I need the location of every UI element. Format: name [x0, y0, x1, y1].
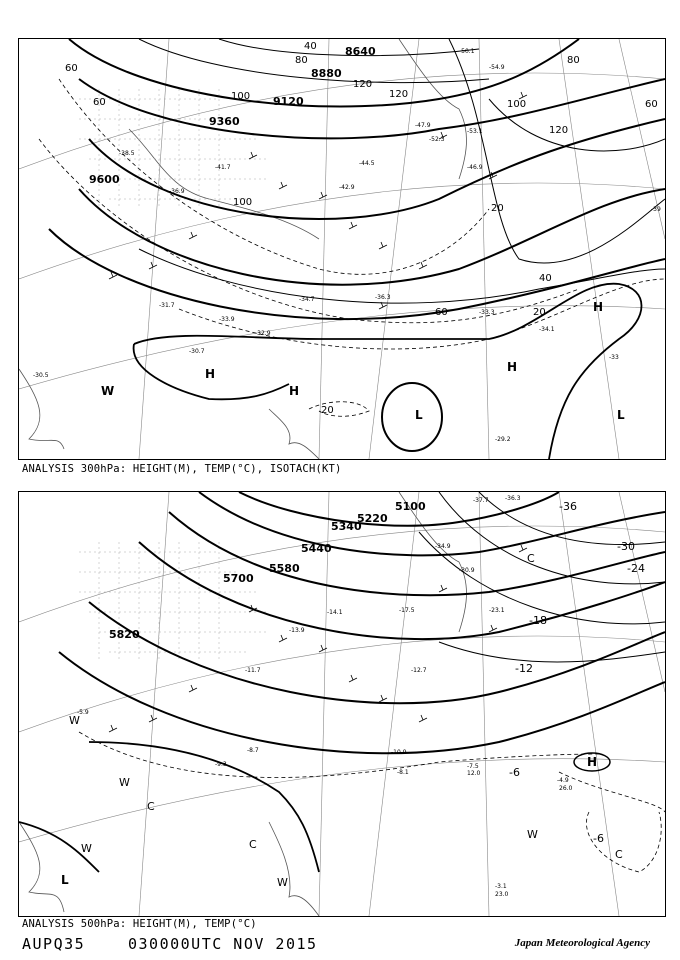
temp-value: -13.9	[289, 627, 305, 634]
isotach-label: 60	[435, 307, 448, 318]
wind-marker: W	[101, 384, 115, 398]
cold-marker: C	[527, 552, 535, 565]
isotherm-label: -24	[627, 562, 645, 575]
agency-name: Japan Meteorological Agency	[514, 937, 650, 949]
high-center-marker: H	[587, 755, 598, 769]
warm-marker: W	[81, 842, 92, 855]
caption-500hpa: ANALYSIS 500hPa: HEIGHT(M), TEMP(°C)	[22, 918, 257, 930]
temp-value: -54.9	[489, 64, 505, 71]
stipple-area	[79, 542, 269, 662]
temp-value: -4.9	[557, 777, 569, 784]
isotach-label: 100	[233, 197, 253, 208]
temp-value: -14.1	[327, 609, 343, 616]
isotach-label: 80	[567, 55, 580, 66]
isotachs	[139, 39, 665, 303]
temp-value: -9.3	[215, 761, 227, 768]
height-label: 8880	[311, 67, 342, 80]
height-label: 9360	[209, 115, 240, 128]
isotach-label: 120	[389, 89, 409, 100]
caption-300hpa: ANALYSIS 300hPa: HEIGHT(M), TEMP(°C), ISOTACH(KT)	[22, 463, 342, 475]
temp-value: -10.9	[391, 749, 407, 756]
temp-value: -44.5	[359, 160, 375, 167]
isotach-label: 40	[304, 41, 317, 52]
isotherms	[419, 492, 665, 662]
map-500hpa-canvas	[19, 492, 665, 916]
height-label: 5820	[109, 628, 140, 641]
temp-value: -33.9	[219, 316, 235, 323]
temp-value: -30.9	[459, 567, 475, 574]
temp-value: -3.1	[495, 883, 507, 890]
height-label: 5700	[223, 572, 254, 585]
isotach-label: 60	[645, 99, 658, 110]
valid-time: 030000UTC NOV 2015	[128, 935, 318, 953]
warm-marker: W	[119, 776, 130, 789]
temp-value: -50.1	[459, 48, 475, 55]
temp-value: -32.9	[255, 330, 271, 337]
warm-marker: W	[69, 714, 80, 727]
temp-value: -12.7	[411, 667, 427, 674]
chart-code: AUPQ35	[22, 935, 86, 953]
map-500hpa	[18, 491, 666, 917]
temp-value: -8.7	[247, 747, 259, 754]
map-300hpa	[18, 38, 666, 460]
high-center-marker: H	[289, 384, 300, 398]
isotach-label: 60	[93, 97, 106, 108]
cold-marker: C	[147, 800, 155, 813]
temp-value: -37.7	[473, 497, 489, 504]
ridge-contour	[19, 742, 319, 872]
temp-value: -34.9	[435, 543, 451, 550]
isotach-label: 40	[539, 273, 552, 284]
high-center-marker: H	[205, 367, 216, 381]
temp-value: -8.1	[397, 769, 409, 776]
temp-value: -36.9	[169, 188, 185, 195]
isotherm-label: -6	[509, 766, 520, 779]
temp-value: -23.1	[489, 607, 505, 614]
temp-value: -11.7	[245, 667, 261, 674]
height-label: 5580	[269, 562, 300, 575]
temp-value: -30.5	[33, 372, 49, 379]
temp-value: -7.5	[467, 763, 479, 770]
low-center-marker: L	[415, 408, 423, 422]
temp-value: -47.9	[415, 122, 431, 129]
high-center-marker: H	[507, 360, 518, 374]
height-label-group	[109, 500, 426, 641]
height-label: 8640	[345, 45, 376, 58]
height-contours	[59, 492, 665, 753]
temp-value: -53.1	[467, 128, 483, 135]
temp-value: -41.7	[215, 164, 231, 171]
temp-value: -52.3	[429, 136, 445, 143]
isotach-label: 120	[549, 125, 569, 136]
isotach-label: 100	[231, 91, 251, 102]
isotach-label: 20	[491, 203, 504, 214]
temp-value: -31.7	[159, 302, 175, 309]
low-contour	[382, 383, 442, 451]
temp-value: -33	[609, 354, 619, 361]
temp-value: -39	[651, 206, 661, 213]
temp-value: -5.9	[77, 709, 89, 716]
temp-value: -29.2	[495, 436, 511, 443]
isotherm-label: -36	[559, 500, 577, 513]
isotherm-label: -6	[593, 832, 604, 845]
height-label: 5220	[357, 512, 388, 525]
isotach-label: 80	[295, 55, 308, 66]
cold-marker: C	[249, 838, 257, 851]
warm-marker: W	[527, 828, 538, 841]
coastlines	[19, 39, 467, 459]
isotach-label-group	[65, 41, 658, 416]
low-center-marker: L	[61, 873, 69, 887]
cold-marker: C	[615, 848, 623, 861]
temp-value: 26.0	[559, 785, 573, 792]
temp-value: -36.3	[505, 495, 521, 502]
temp-value: -42.9	[339, 184, 355, 191]
isotherm-label: -30	[617, 540, 635, 553]
temp-value: -17.5	[399, 607, 415, 614]
temp-value: -36.3	[375, 294, 391, 301]
temp-value: 12.0	[467, 770, 481, 777]
high-center-marker: H	[593, 300, 604, 314]
isotach-label: 100	[507, 99, 527, 110]
temp-sample-group	[77, 495, 573, 898]
isotach-label: 20	[533, 307, 546, 318]
height-label: 9120	[273, 95, 304, 108]
isotach-label: 20	[321, 405, 334, 416]
height-label: 5340	[331, 520, 362, 533]
isotherm-label: -18	[529, 614, 547, 627]
temp-value: -38.5	[119, 150, 135, 157]
isotherms	[39, 79, 665, 416]
temp-value: -34.7	[299, 296, 315, 303]
temp-value: 23.0	[495, 891, 509, 898]
graticule	[19, 492, 665, 916]
temp-value: -33.3	[479, 309, 495, 316]
temp-value: -46.9	[467, 164, 483, 171]
isotherm-label: -12	[515, 662, 533, 675]
temp-value: -30.7	[189, 348, 205, 355]
warm-marker: W	[277, 876, 288, 889]
isotach-label: 120	[353, 79, 373, 90]
height-label: 5100	[395, 500, 426, 513]
height-label-group	[89, 45, 376, 186]
height-label: 5440	[301, 542, 332, 555]
map-300hpa-canvas	[19, 39, 665, 459]
temp-value: -34.1	[539, 326, 555, 333]
isotach-label: 60	[65, 63, 78, 74]
height-label: 9600	[89, 173, 120, 186]
low-center-marker: L	[617, 408, 625, 422]
